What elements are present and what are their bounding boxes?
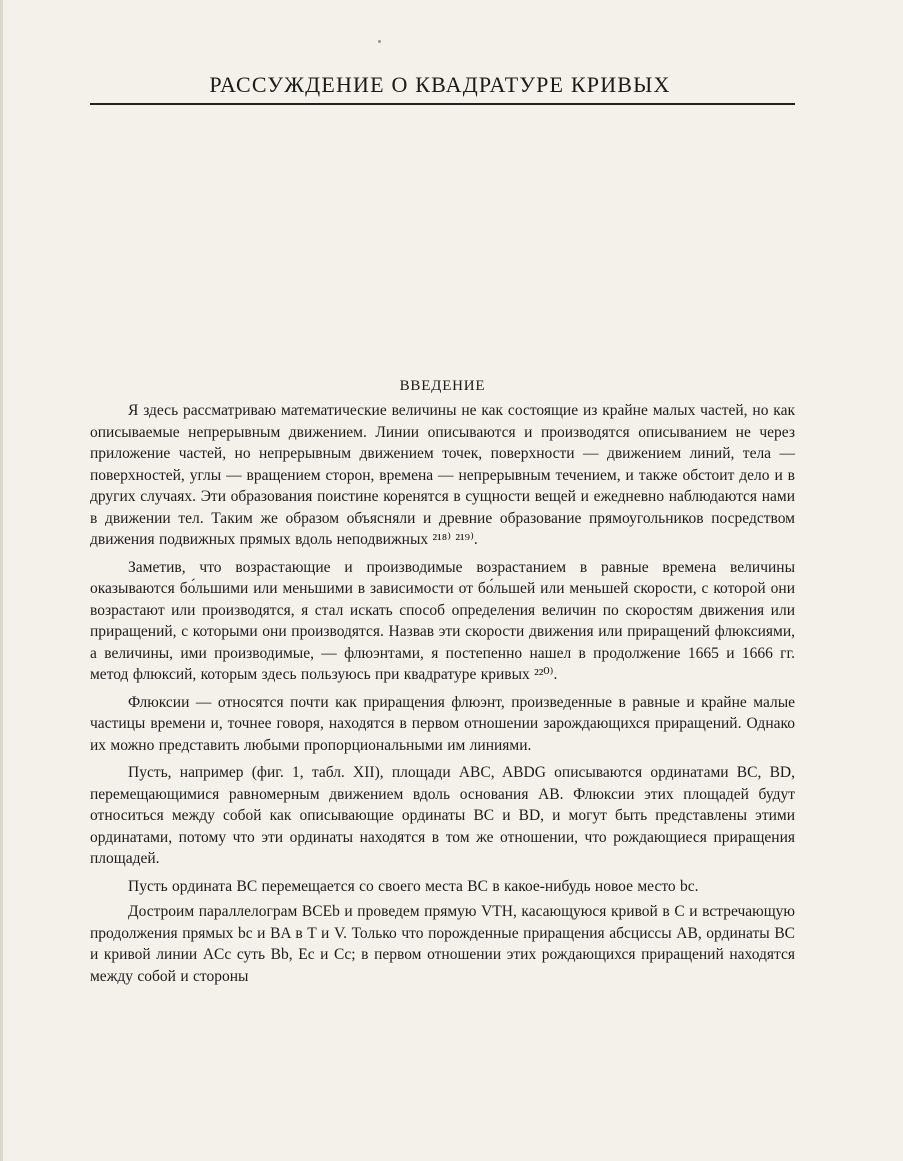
- paragraph-4: Пусть, например (фиг. 1, табл. XII), площади ABC, ABDG описываются ординатами BC, BD, перемещающимися равномерным движением вдоль основания AB. Флюксии этих площадей будут относиться между собой как описывающие ординаты BC и BD, и могут быть представлены этими ординатами, потому что эти ординаты находятся в том же отношении, что рождающиеся приращения площадей.: [90, 764, 795, 867]
- section-title: ВВЕДЕНИЕ: [399, 378, 486, 394]
- running-title: РАССУЖДЕНИЕ О КВАДРАТУРЕ КРИВЫХ: [209, 72, 671, 97]
- scan-speck: [378, 40, 381, 43]
- paragraph-1: Я здесь рассматриваю математические величины не как состоящие из крайне малых частей, но как описываемые непрерывным движением. Линии описываются и производятся описыванием не через приложение частей, но непрерывным движением точек, поверхности — движением линий, тела — поверхностей, углы — вращением сторон, времена — непрерывным течением, и также обстоит дело и в других случаях. Эти образования поистине коренятся в сущности вещей и ежедневно наблюдаются нами в движении тел. Таким же образом объясняли и древние образование прямоугольников посредством движения подвижных прямых вдоль неподвижных ²¹⁸⁾ ²¹⁹⁾.: [90, 402, 795, 548]
- paragraph-5: Пусть ордината BC перемещается со своего места BC в какое-нибудь новое место bc.: [128, 877, 699, 895]
- header-rule: [90, 103, 795, 105]
- paragraph-2: Заметив, что возрастающие и производимые возрастанием в равные времена величины оказываются бо́льшими или меньшими в зависимости от бо́льшей или меньшей скорости, с которой они возрастают или производятся, я стал искать способ определения величин по скоростям движения или приращений, с которыми они производятся. Назвав эти скорости движения или приращений флюксиями, а величины, ими производимые, — флюэнтами, я постепенно нашел в продолжение 1665 и 1666 гг. метод флюксий, которым здесь пользуюсь при квадратуре кривых ²²⁰⁾.: [90, 558, 795, 683]
- paragraph-3: Флюксии — относятся почти как приращения флюэнт, произведенные в равные и крайне малые частицы времени и, точнее говоря, находятся в первом отношении зарождающихся приращений. Однако их можно представить любыми пропорциональными им линиями.: [90, 693, 795, 754]
- body-text: [90, 400, 795, 993]
- paragraph-6: Достроим параллелограм BCEb и проведем прямую VTH, касающуюся кривой в C и встречающую продолжения прямых bc и BA в T и V. Только что порожденные приращения абсциссы AB, ординаты BC и кривой линии ACc суть Bb, Ec и Cc; в первом отношении этих рождающихся приращений находятся между собой и стороны: [90, 903, 795, 985]
